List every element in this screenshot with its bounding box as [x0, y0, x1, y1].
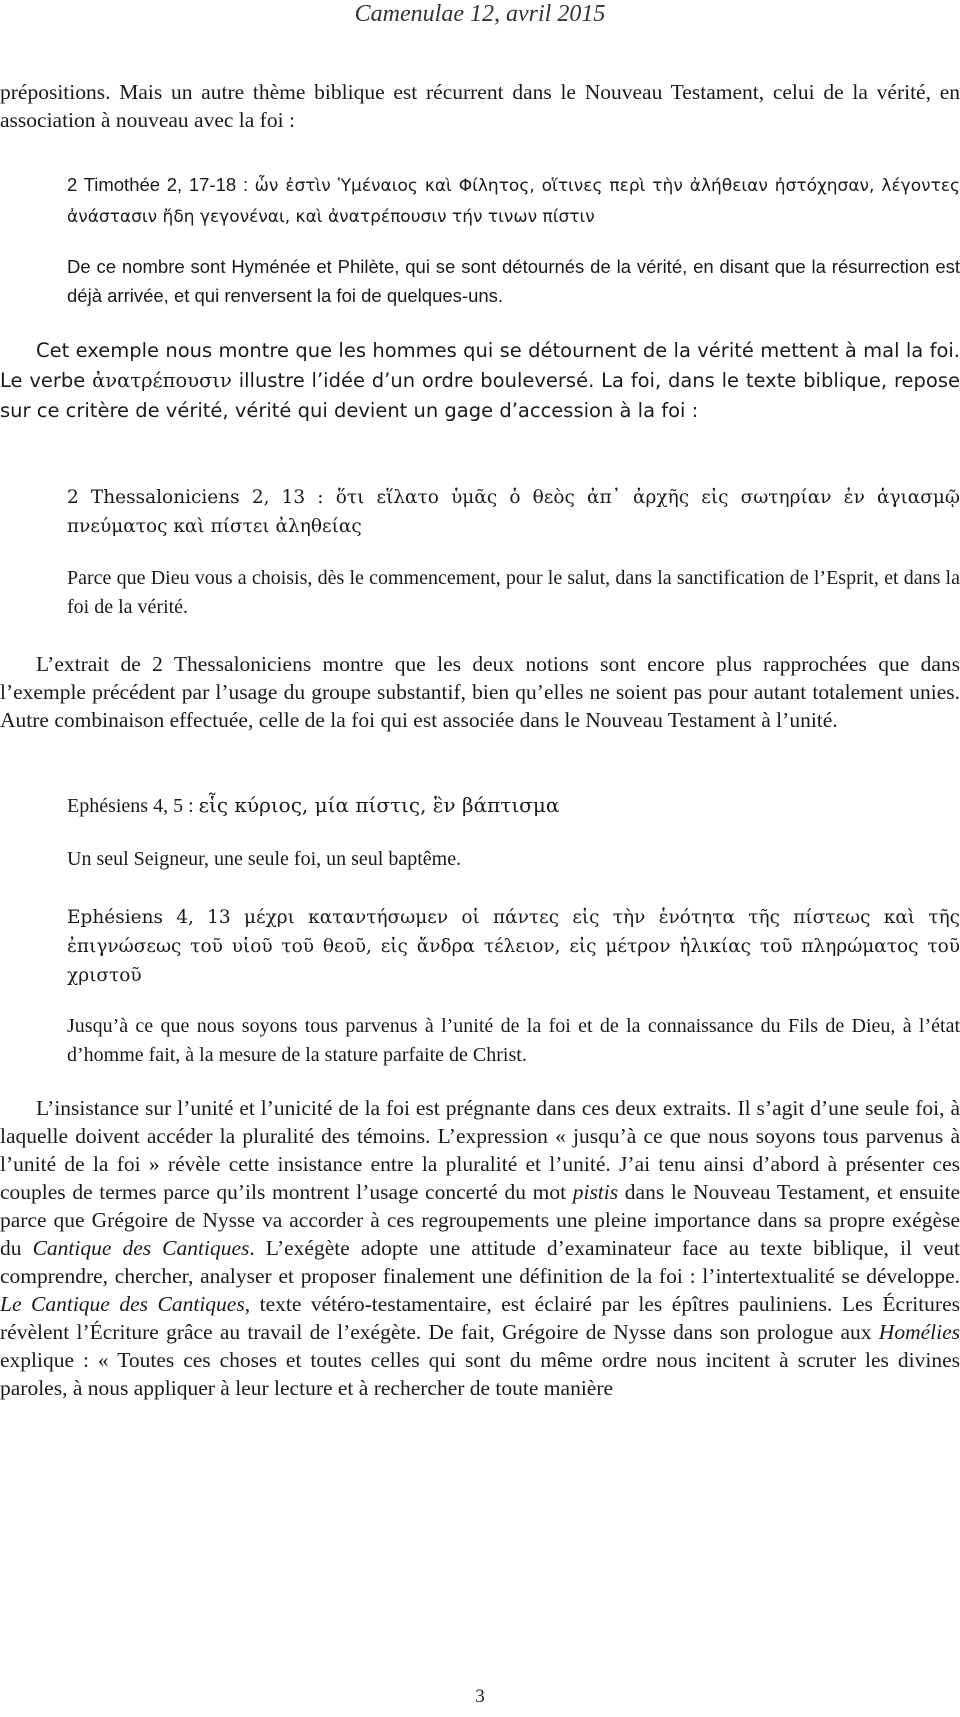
italic-title: Cantique des Cantiques: [32, 1236, 250, 1260]
quote-reference: 2 Timothée 2, 17-18 :: [67, 174, 255, 195]
paragraph-text: Cet exemple nous montre que les hommes qui se détournent de la vérité mettent à mal la foi. Le verbe: [0, 339, 960, 392]
greek-text: ὅτι εἵλατο ὑμᾶς ὁ θεὸς ἀπ᾽ ἀρχῆς εἰς σωτηρίαν ἐν ἁγιασμῷ πνεύματος καὶ πίστει ἀληθείας: [67, 487, 960, 537]
running-head: Camenulae 12, avril 2015: [354, 1, 606, 27]
greek-text: μέχρι καταντήσωμεν οἱ πάντες εἰς τὴν ἑνότητα τῆς πίστεως καὶ τῆς ἐπιγνώσεως τοῦ υἱοῦ τοῦ θεοῦ, εἰς ἄνδρα τέλειον, εἰς μέτρον ἡλικίας τοῦ πληρώματος τοῦ χριστοῦ: [67, 907, 960, 986]
quote-reference: Ephésiens 4, 13: [67, 907, 244, 928]
quote-ephesians-13: [67, 903, 960, 990]
paragraph-final: [0, 1094, 960, 1402]
quote-reference: 2 Thessaloniciens 2, 13 :: [67, 487, 336, 508]
translation-ephesians-13: Jusqu’à ce que nous soyons tous parvenus à l’unité de la foi et de la connaissance du Fils de Dieu, à l’état d’homme fait, à la mesure de la stature parfaite de Christ.: [67, 1015, 960, 1066]
paragraph-example: [0, 336, 960, 426]
translation-ephesians-5: Un seul Seigneur, une seule foi, un seul baptême.: [67, 848, 462, 870]
paragraph-text: illustre l’idée d’un ordre bouleversé. La foi, dans le texte biblique, repose sur ce critère de vérité, vérité qui devient un gage d’accession à la foi :: [0, 369, 960, 422]
paragraph-extract: L’extrait de 2 Thessaloniciens montre que les deux notions sont encore plus rapprochées que dans l’exemple précédent par l’usage du groupe substantif, bien qu’elles ne soient pas pour autant totalement unies. Autre combinaison effectuée, celle de la foi qui est associée dans le Nouveau Testament à l’unité.: [0, 652, 960, 732]
quote-timothy: [67, 170, 960, 232]
paragraph-text: dans le Nouveau Testament, et ensuite parce que Grégoire de Nysse va accorder à ces regroupements une pleine importance dans sa propre exégèse du: [0, 1180, 960, 1260]
paragraph-intro: prépositions. Mais un autre thème biblique est récurrent dans le Nouveau Testament, celui de la vérité, en association à nouveau avec la foi :: [0, 80, 960, 132]
greek-word: ἀνατρέπουσιν: [92, 369, 232, 392]
page-number: 3: [475, 1686, 485, 1707]
paragraph-text: . L’exégète adopte une attitude d’examinateur face au texte biblique, il veut comprendre, chercher, analyser et proposer finalement une définition de la foi : l’intertextualité se développe.: [0, 1236, 960, 1288]
greek-text: εἷς κύριος, μία πίστις, ἓν βάπτισμα: [198, 793, 560, 817]
italic-term: pistis: [572, 1180, 619, 1204]
translation-thessalonians: Parce que Dieu vous a choisis, dès le commencement, pour le salut, dans la sanctification de l’Esprit, et dans la foi de la vérité.: [67, 567, 960, 618]
italic-title: Homélies: [878, 1320, 960, 1344]
paragraph-text: L’insistance sur l’unité et l’unicité de la foi est prégnante dans ces deux extraits. Il s’agit d’une seule foi, à laquelle doivent accéder la pluralité des témoins. L’expression « jusqu’à ce que nous soyons tous parvenus à l’unité de la foi » révèle cette insistance entre la pluralité et l’unité. J’ai tenu ainsi d’abord à présenter ces couples de termes parce qu’ils montrent l’usage concerté du mot: [0, 1096, 960, 1204]
translation-timothy: De ce nombre sont Hyménée et Philète, qui se sont détournés de la vérité, en disant que la résurrection est déjà arrivée, et qui renversent la foi de quelques-uns.: [67, 256, 960, 306]
quote-thessalonians: [67, 483, 960, 541]
quote-ephesians-5: [67, 791, 960, 821]
italic-title: Le Cantique des Cantiques: [0, 1292, 245, 1316]
paragraph-text: , texte vétéro-testamentaire, est éclairé par les épîtres pauliniens. Les Écritures révèlent l’Écriture grâce au travail de l’exégète. De fait, Grégoire de Nysse dans son prologue aux: [0, 1292, 960, 1344]
quote-reference: Ephésiens 4, 5 :: [67, 795, 199, 817]
greek-text: ὧν ἐστὶν Ὑμέναιος καὶ Φίλητος, οἵτινες περὶ τὴν ἀλήθειαν ἠστόχησαν, λέγοντες ἀνάστασιν ἤδη γεγονέναι, καὶ ἀνατρέπουσιν τήν τινων πίστιν: [67, 176, 960, 227]
paragraph-text: explique : « Toutes ces choses et toutes celles qui sont du même ordre nous incitent à scruter les divines paroles, à nous appliquer à leur lecture et à rechercher de toute manière: [0, 1348, 960, 1400]
